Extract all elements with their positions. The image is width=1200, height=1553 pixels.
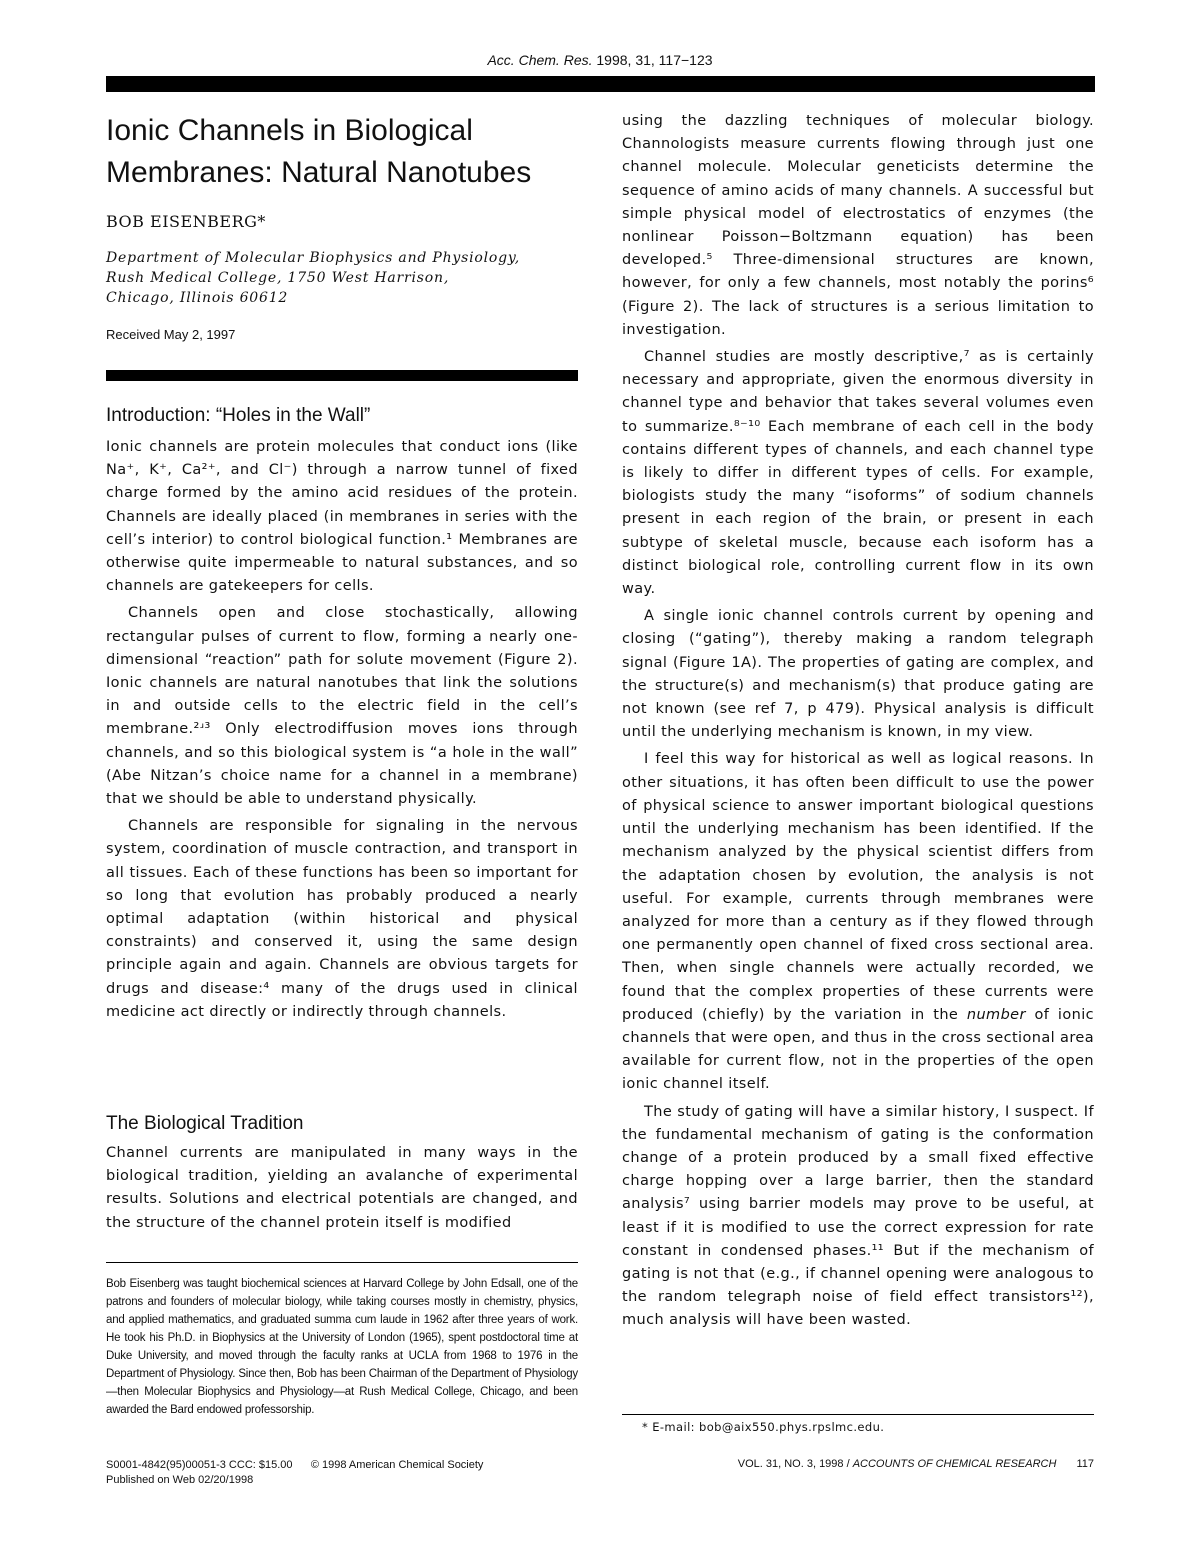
right-paragraph-5: The study of gating will have a similar history, I suspect. If the fundamental mechanism of gating is the conformation change of a protein produced by a small fixed effective charge hopping over a large barrier, then the standard analysis⁷ using barrier models may prove to be useful, at least if it is modified to use the correct expression for rate constant in condensed phases.¹¹ But if the mechanism of gating is not that (e.g., if channel opening were analogous to the random telegraph noise of field effect transistors¹²), much analysis will have been wasted. [622, 1103, 1094, 1329]
affiliation-line-2: Rush Medical College, 1750 West Harrison, [106, 270, 450, 286]
title-line-1: Ionic Channels in Biological [106, 114, 473, 147]
volume-info: VOL. 31, NO. 3, 1998 / [737, 1458, 853, 1470]
right-paragraph-2: Channel studies are mostly descriptive,⁷ as is certainly necessary and appropriate, given the enormous diversity in channel type and behavior that takes several volumes even to summarize.⁸⁻¹⁰ Each membrane of each cell in the body contains different types of channels, and each channel type is likely to differ in different types of cells. For example, biologists study the many “isoforms” of sodium channels present in each region of the brain, or present in each subtype of skeletal muscle, because each isoform has a distinct biological role, controlling current flow in its own way. [622, 349, 1094, 598]
intro-paragraph-1: Ionic channels are protein molecules that conduct ions (like Na⁺, K⁺, Ca²⁺, and Cl⁻) through a narrow tunnel of fixed charge formed by the amino acid residues of the protein. Channels are ideally placed (in membranes in series with the cell’s interior) to control biological function.¹ Membranes are otherwise quite impermeable to natural substances, and so channels are gatekeepers for cells. [106, 439, 578, 595]
intro-paragraph-3: Channels are responsible for signaling in the nervous system, coordination of muscle contraction, and transport in all tissues. Each of these functions has been so important for so long that evolution has probably produced a nearly optimal adaptation (within historical and physical constraints) and conserved it, using the same design principle again and again. Channels are obvious targets for drugs and disease:⁴ many of the drugs used in clinical medicine act directly or indirectly through channels. [106, 818, 578, 1020]
right-column-text [622, 110, 1094, 1333]
title-rule [106, 370, 578, 381]
article-title [106, 110, 578, 194]
right-paragraph-4 [622, 748, 1094, 1096]
citation: 1998, 31, 117−123 [592, 52, 713, 68]
top-rule [106, 76, 1095, 92]
running-header [0, 52, 1200, 68]
right-paragraph-3: A single ionic channel controls current by opening and closing (“gating”), thereby making a random telegraph signal (Figure 1A). The properties of gating are complex, and the structure(s) and mechanism(s) that produce gating are not known (see ref 7, p 479). Physical analysis is difficult until the underlying mechanism is known, in my view. [622, 608, 1094, 741]
footer-left [106, 1458, 483, 1488]
footer-right [622, 1458, 1094, 1470]
emphasis-number: number [966, 1006, 1026, 1023]
affiliation-line-3: Chicago, Illinois 60612 [106, 290, 289, 306]
bio-tradition-heading: The Biological Tradition [106, 1113, 304, 1134]
published-line: Published on Web 02/20/1998 [106, 1474, 254, 1486]
journal-abbrev: Acc. Chem. Res. [487, 52, 593, 68]
intro-text [106, 436, 578, 1024]
footnote-rule [622, 1414, 1094, 1415]
author: BOB EISENBERG* [106, 212, 266, 231]
page-number: 117 [1076, 1458, 1094, 1470]
author-biography: Bob Eisenberg was taught biochemical sciences at Harvard College by John Edsall, one of the patrons and founders of molecular biology, while taking courses mostly in chemistry, physics, and applied mathematics, and graduated summa cum laude in 1962 after three years of work. He took his Ph.D. in Biophysics at the University of London (1965), spent postdoctoral time at Duke University, and moved through the faculty ranks at UCLA from 1968 to 1976 in the Department of Physiology. Since then, Bob has been Chairman of the Department of Physiology—then Molecular Biophysics and Physiology—at Rush Medical College, Chicago, and been awarded the Bard endowed professorship. [106, 1278, 578, 1416]
right-paragraph-1: using the dazzling techniques of molecular biology. Channologists measure currents flowing through just one channel molecule. Molecular geneticists determine the sequence of amino acids of many channels. A successful but simple physical model of electrostatics of enzymes (the nonlinear Poisson−Boltzmann equation) has been developed.⁵ Three-dimensional structures are known, however, for only a few channels, most notably the porins⁶ (Figure 2). The lack of structures is a serious limitation to investigation. [622, 113, 1094, 338]
bio-tradition-text [106, 1142, 578, 1235]
copyright-line: S0001-4842(95)00051-3 CCC: $15.00 © 1998 American Chemical Society [106, 1459, 484, 1471]
affiliation [106, 248, 578, 308]
bio-tradition-paragraph-1: Channel currents are manipulated in many ways in the biological tradition, yielding an avalanche of experimental results. Solutions and electrical potentials are changed, and the structure of the channel protein itself is modified [106, 1145, 578, 1231]
title-line-2: Membranes: Natural Nanotubes [106, 156, 532, 189]
right-paragraph-4-end: of ionic channels that were open, and thus in the cross sectional area available for current flow, not in the properties of the open ionic channel itself. [622, 1006, 1094, 1093]
received-date: Received May 2, 1997 [106, 327, 236, 342]
journal-name: ACCOUNTS OF CHEMICAL RESEARCH [852, 1458, 1057, 1470]
biography-rule [106, 1262, 578, 1263]
email-footnote: * E-mail: bob@aix550.phys.rpslmc.edu. [642, 1420, 885, 1434]
affiliation-line-1: Department of Molecular Biophysics and Physiology, [106, 250, 521, 266]
intro-heading: Introduction: “Holes in the Wall” [106, 405, 371, 426]
right-paragraph-4-start: I feel this way for historical as well as logical reasons. In other situations, it has often been difficult to use the power of physical science to answer important biological questions until the underlying mechanism has been identified. If the mechanism analyzed by the physical scientist differs from the adaptation chosen by evolution, the analysis is not useful. For example, currents through membranes were analyzed for more than a century as if they flowed through one permanently open channel of fixed cross sectional area. Then, when single channels were actually recorded, we found that the complex properties of these currents were produced (chiefly) by the variation in the [622, 751, 1094, 1023]
intro-paragraph-2: Channels open and close stochastically, allowing rectangular pulses of current to flow, forming a nearly one-dimensional “reaction” path for solute movement (Figure 2). Ionic channels are natural nanotubes that link the solutions in and outside cells to the electric field in the cell’s membrane.²ʴ³ Only electrodiffusion moves ions through channels, and so this biological system is “a hole in the wall” (Abe Nitzan’s choice name for a channel in a membrane) that we should be able to understand physically. [106, 605, 578, 808]
